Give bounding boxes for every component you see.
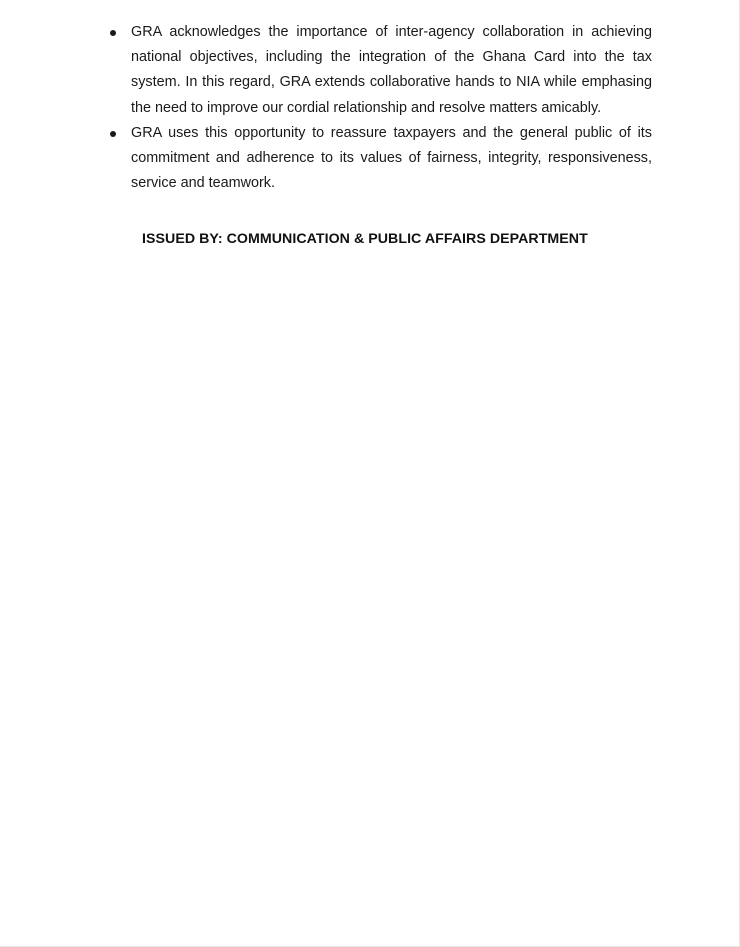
list-item [0, 20, 652, 121]
bullet-text: GRA acknowledges the importance of inter-agency collaboration in achieving national objectives, including the integration of the Ghana Card into the tax system. In this regard, GRA extends collaborative hands to NIA while emphasing the need to improve our cordial relationship and resolve matters amicably. [131, 24, 652, 116]
bullet-text: GRA uses this opportunity to reassure taxpayers and the general public of its commitment and adherence to its values of fairness, integrity, responsiveness, service and teamwork. [131, 124, 652, 192]
bullet-point-icon [110, 131, 116, 137]
bullet-list [0, 20, 740, 196]
issued-by-line: ISSUED BY: COMMUNICATION & PUBLIC AFFAIRS DEPARTMENT [142, 231, 588, 247]
bullet-point-icon [110, 30, 116, 36]
list-item [0, 121, 652, 197]
